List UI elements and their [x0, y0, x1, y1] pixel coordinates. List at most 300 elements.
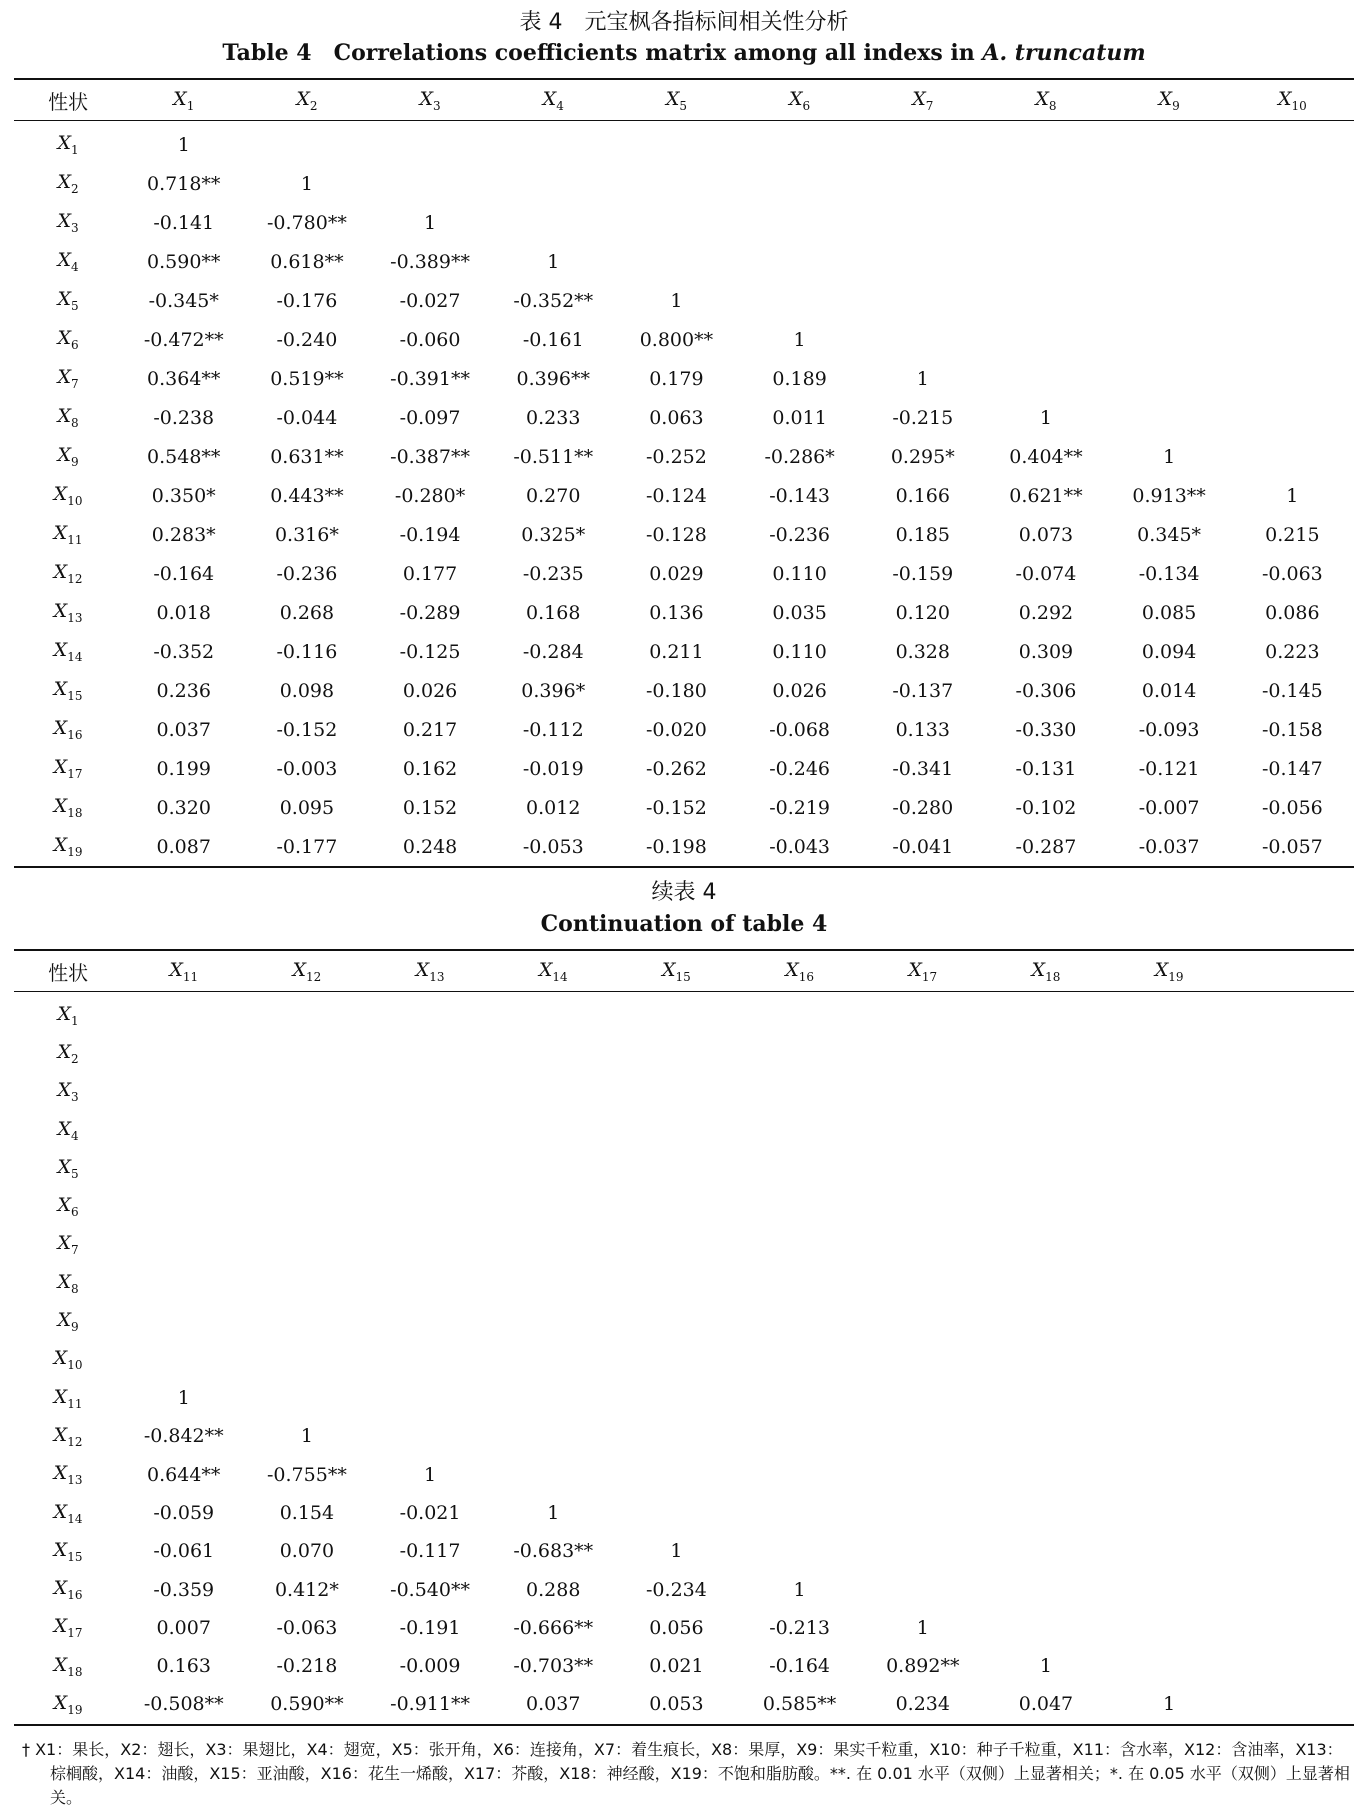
variable-subscript: 17: [67, 767, 83, 781]
correlation-cell: 0.095: [279, 796, 335, 819]
variable-symbol: X: [57, 249, 72, 271]
variable-subscript: 15: [67, 1549, 83, 1564]
correlation-cell: -0.391**: [390, 367, 470, 390]
variable-subscript: 17: [921, 969, 938, 984]
correlation-cell: 0.590**: [147, 250, 221, 273]
correlation-cell: 0.094: [1141, 640, 1197, 663]
variable-subscript: 2: [71, 182, 79, 196]
correlation-cell: 0.189: [772, 367, 827, 390]
correlation-cell: 0.063: [649, 406, 704, 429]
variable-subscript: 18: [67, 1664, 83, 1679]
correlation-cell: -0.121: [1138, 757, 1200, 780]
correlation-cell: 0.443**: [270, 484, 344, 507]
correlation-cell: -0.780**: [267, 211, 347, 234]
variable-subscript: 9: [71, 1320, 79, 1335]
correlation-cell: 0.011: [772, 406, 827, 429]
correlation-cell: -0.152: [646, 796, 707, 819]
correlation-cell: [1231, 164, 1354, 203]
correlation-cell: 1: [1163, 1693, 1176, 1716]
variable-symbol: X: [789, 87, 803, 110]
correlation-cell: 0.098: [279, 679, 335, 702]
correlation-cell: [245, 1111, 368, 1149]
variable-symbol: X: [53, 1691, 68, 1714]
correlation-cell: -0.061: [153, 1540, 215, 1563]
correlation-cell: -0.044: [276, 406, 338, 429]
variable-subscript: 12: [306, 969, 322, 984]
variable-symbol: X: [53, 639, 68, 661]
correlation-cell: [1231, 320, 1354, 359]
correlation-cell: [1231, 1609, 1354, 1647]
correlation-cell: [861, 242, 984, 281]
correlation-cell: [245, 1341, 368, 1379]
correlation-cell: [1231, 1685, 1354, 1724]
correlation-cell: -0.125: [399, 640, 461, 663]
correlation-cell: 0.892**: [886, 1655, 960, 1678]
correlation-cell: [738, 1379, 861, 1417]
row-label: [14, 1456, 122, 1494]
variable-symbol: X: [53, 600, 68, 622]
correlation-cell: [492, 1149, 615, 1187]
correlation-cell: [615, 1264, 738, 1302]
correlation-cell: 1: [1039, 1655, 1052, 1678]
correlation-cell: [245, 1073, 368, 1111]
correlation-cell: -0.330: [1015, 718, 1077, 741]
variable-symbol: X: [57, 1194, 72, 1217]
variable-symbol: X: [53, 1423, 68, 1446]
correlation-cell: 1: [1039, 406, 1052, 429]
variable-symbol: X: [662, 958, 676, 981]
correlation-cell: [492, 1187, 615, 1225]
table-row: [14, 1685, 1354, 1724]
correlation-cell: 0.085: [1141, 601, 1197, 624]
correlation-cell: [245, 1226, 368, 1264]
variable-subscript: 16: [67, 1588, 83, 1603]
correlation-cell: 0.631**: [270, 445, 344, 468]
document-page: [14, 0, 1354, 1810]
correlation-cell: [1108, 1264, 1231, 1302]
variable-symbol: X: [53, 717, 68, 739]
column-header: [738, 79, 861, 121]
variable-subscript: 18: [1045, 969, 1061, 984]
variable-subscript: 11: [67, 1396, 83, 1411]
column-header: [1108, 79, 1231, 121]
correlation-cell: [615, 1073, 738, 1111]
correlation-cell: -0.102: [1015, 796, 1077, 819]
table-title-chinese: 表 4 元宝枫各指标间相关性分析: [519, 10, 849, 35]
correlation-cell: 0.168: [526, 601, 581, 624]
correlation-cell: [369, 1226, 492, 1264]
column-header: [122, 950, 245, 992]
correlation-cell: [492, 1302, 615, 1340]
correlation-cell: -0.359: [153, 1578, 215, 1601]
variable-subscript: 6: [71, 1205, 79, 1220]
correlation-cell: [369, 992, 492, 1035]
correlation-cell: [1231, 1647, 1354, 1685]
variable-symbol: X: [53, 483, 68, 505]
variable-subscript: 17: [67, 1626, 83, 1641]
correlation-cell: [1231, 1187, 1354, 1225]
variable-symbol: X: [1277, 87, 1292, 110]
correlation-cell: 0.519**: [270, 367, 344, 390]
column-header: [861, 950, 984, 992]
correlation-cell: [738, 164, 861, 203]
row-label: [14, 1532, 122, 1570]
correlation-cell: [984, 1264, 1107, 1302]
row-label: [14, 1302, 122, 1340]
correlation-cell: 0.618**: [270, 250, 344, 273]
correlation-table-part1: [14, 78, 1354, 868]
correlation-cell: -0.063: [1261, 562, 1323, 585]
row-label: [14, 437, 122, 476]
correlation-cell: [738, 1149, 861, 1187]
correlation-cell: 0.035: [772, 601, 827, 624]
correlation-cell: [1231, 359, 1354, 398]
column-header: [122, 79, 245, 121]
row-label: [14, 1685, 122, 1724]
row-label: [14, 320, 122, 359]
correlation-cell: [1231, 1264, 1354, 1302]
correlation-cell: [1231, 1417, 1354, 1455]
correlation-cell: [492, 1379, 615, 1417]
variable-subscript: 6: [71, 338, 79, 352]
column-header: [492, 79, 615, 121]
row-label: [14, 593, 122, 632]
correlation-cell: 1: [300, 172, 313, 195]
continuation-title-english: Continuation of table 4: [540, 911, 828, 937]
correlation-cell: [1108, 242, 1231, 281]
correlation-cell: 1: [916, 1616, 929, 1639]
variable-symbol: X: [57, 1002, 72, 1025]
correlation-cell: [245, 1264, 368, 1302]
correlation-cell: [984, 1341, 1107, 1379]
correlation-cell: 0.215: [1265, 523, 1320, 546]
row-label: [14, 164, 122, 203]
correlation-cell: [1231, 121, 1354, 165]
variable-subscript: 7: [925, 98, 934, 113]
correlation-cell: -0.911**: [390, 1693, 470, 1716]
correlation-cell: [861, 1532, 984, 1570]
variable-subscript: 1: [71, 143, 79, 157]
variable-symbol: X: [53, 1385, 68, 1408]
correlation-cell: 1: [670, 289, 683, 312]
variable-subscript: 14: [552, 969, 568, 984]
variable-symbol: X: [538, 958, 553, 981]
correlation-cell: -0.236: [769, 523, 831, 546]
correlation-cell: 0.328: [895, 640, 950, 663]
correlation-cell: -0.053: [522, 835, 584, 858]
correlation-cell: 0.056: [649, 1616, 704, 1639]
correlation-cell: [1231, 1532, 1354, 1570]
variable-symbol: X: [1035, 87, 1049, 110]
correlation-cell: -0.345*: [148, 289, 219, 312]
row-label: [14, 788, 122, 827]
correlation-cell: 0.295*: [890, 445, 955, 468]
correlation-cell: 0.014: [1141, 679, 1197, 702]
row-label: [14, 1609, 122, 1647]
correlation-cell: 0.053: [649, 1693, 704, 1716]
correlation-cell: [122, 1073, 245, 1111]
correlation-cell: -0.280*: [394, 484, 466, 507]
correlation-cell: [738, 203, 861, 242]
variable-symbol: X: [1154, 958, 1169, 981]
correlation-cell: [861, 1302, 984, 1340]
row-label: [14, 1494, 122, 1532]
correlation-cell: 0.110: [772, 640, 827, 663]
correlation-cell: [245, 1302, 368, 1340]
variable-symbol: X: [57, 1309, 72, 1332]
correlation-cell: -0.116: [276, 640, 338, 663]
correlation-cell: [861, 1494, 984, 1532]
correlation-cell: [1108, 1187, 1231, 1225]
table-row: [14, 1226, 1354, 1264]
correlation-cell: 1: [793, 1578, 806, 1601]
correlation-cell: [1108, 1073, 1231, 1111]
correlation-cell: -0.289: [399, 601, 461, 624]
correlation-cell: [615, 164, 738, 203]
correlation-cell: 0.136: [649, 601, 704, 624]
correlation-cell: 1: [177, 1387, 190, 1410]
correlation-cell: 0.283*: [151, 523, 216, 546]
correlation-cell: -0.137: [892, 679, 954, 702]
correlation-cell: [369, 1034, 492, 1072]
correlation-cell: [861, 1226, 984, 1264]
correlation-cell: -0.059: [153, 1502, 215, 1524]
row-label: [14, 1073, 122, 1111]
correlation-cell: [615, 1456, 738, 1494]
correlation-cell: [984, 1417, 1107, 1455]
correlation-cell: 0.120: [895, 601, 950, 624]
correlation-cell: -0.019: [522, 757, 584, 780]
correlation-cell: -0.003: [276, 757, 338, 780]
row-label: [14, 121, 122, 165]
correlation-cell: 0.166: [895, 484, 950, 507]
correlation-cell: -0.252: [646, 445, 707, 468]
row-label: [14, 632, 122, 671]
correlation-cell: [1108, 1494, 1231, 1532]
column-header: [1231, 950, 1354, 992]
correlation-cell: [1108, 1111, 1231, 1149]
row-label: [14, 749, 122, 788]
correlation-cell: [245, 1149, 368, 1187]
variable-subscript: 3: [433, 98, 441, 113]
correlation-cell: 0.133: [895, 718, 950, 741]
correlation-cell: [615, 203, 738, 242]
correlation-cell: 0.070: [279, 1540, 335, 1563]
correlation-cell: [122, 1111, 245, 1149]
correlation-cell: -0.074: [1015, 562, 1077, 585]
variable-subscript: 9: [1172, 98, 1180, 113]
variable-subscript: 15: [67, 689, 83, 703]
correlation-cell: [615, 1226, 738, 1264]
variable-symbol: X: [53, 1577, 68, 1600]
correlation-cell: 1: [547, 250, 560, 273]
species-name: A. truncatum: [982, 40, 1146, 66]
correlation-cell: [861, 1341, 984, 1379]
correlation-cell: -0.057: [1261, 835, 1323, 858]
correlation-cell: [122, 992, 245, 1035]
correlation-cell: [615, 1379, 738, 1417]
correlation-cell: [245, 1034, 368, 1072]
variable-subscript: 4: [71, 1128, 79, 1143]
variable-subscript: 12: [67, 572, 83, 586]
correlation-cell: 0.248: [402, 835, 458, 858]
row-label: [14, 242, 122, 281]
correlation-cell: 0.345*: [1137, 523, 1202, 546]
correlation-cell: [122, 1034, 245, 1072]
variable-symbol: X: [57, 288, 72, 310]
correlation-cell: [615, 1417, 738, 1455]
correlation-cell: [1108, 1456, 1231, 1494]
table-row: [14, 1609, 1354, 1647]
correlation-cell: [369, 1073, 492, 1111]
table-row: [14, 1264, 1354, 1302]
row-label: [14, 1034, 122, 1072]
correlation-cell: [615, 1341, 738, 1379]
correlation-cell: [1231, 1302, 1354, 1340]
correlation-cell: [1231, 203, 1354, 242]
correlation-cell: -0.007: [1138, 796, 1200, 819]
correlation-cell: -0.161: [522, 328, 584, 351]
correlation-cell: 0.018: [156, 601, 211, 624]
variable-symbol: X: [292, 958, 307, 981]
correlation-cell: [984, 1111, 1107, 1149]
correlation-cell: 0.021: [649, 1655, 704, 1678]
correlation-cell: [984, 359, 1107, 398]
correlation-cell: 0.325*: [521, 523, 586, 546]
correlation-cell: [738, 1264, 861, 1302]
correlation-cell: [1231, 1226, 1354, 1264]
variable-subscript: 2: [71, 1051, 79, 1066]
correlation-cell: -0.540**: [390, 1578, 470, 1601]
correlation-table-part2: [14, 949, 1354, 1726]
row-label: [14, 671, 122, 710]
correlation-cell: [245, 121, 368, 165]
table-row: [14, 164, 1354, 203]
variable-symbol: X: [296, 87, 310, 110]
correlation-cell: 0.223: [1265, 640, 1320, 663]
correlation-cell: [861, 1570, 984, 1608]
correlation-cell: [861, 1073, 984, 1111]
correlation-cell: [615, 121, 738, 165]
correlation-cell: -0.093: [1138, 718, 1200, 741]
table-row: [14, 1494, 1354, 1532]
correlation-cell: -0.068: [769, 718, 831, 741]
correlation-cell: [984, 164, 1107, 203]
variable-subscript: 19: [1168, 969, 1184, 984]
correlation-cell: [738, 1532, 861, 1570]
correlation-cell: [245, 1187, 368, 1225]
row-label: [14, 1379, 122, 1417]
row-label: [14, 359, 122, 398]
correlation-cell: [1108, 1647, 1231, 1685]
variable-symbol: X: [57, 132, 72, 154]
correlation-cell: 0.199: [156, 757, 211, 780]
table-row: [14, 1302, 1354, 1340]
correlation-cell: [861, 320, 984, 359]
table-row: [14, 1341, 1354, 1379]
correlation-cell: [984, 203, 1107, 242]
correlation-cell: -0.683**: [513, 1540, 594, 1563]
correlation-cell: 1: [424, 1463, 437, 1486]
correlation-cell: -0.352**: [513, 289, 594, 312]
column-header: [738, 950, 861, 992]
variable-symbol: X: [57, 405, 72, 427]
variable-symbol: X: [57, 366, 72, 388]
correlation-cell: -0.060: [399, 328, 461, 351]
correlation-cell: 0.621**: [1009, 484, 1083, 507]
correlation-cell: 0.396*: [521, 679, 586, 702]
correlation-cell: 0.211: [649, 640, 704, 663]
variable-subscript: 5: [71, 299, 79, 313]
variable-symbol: X: [57, 171, 72, 193]
variable-subscript: 16: [798, 969, 814, 984]
correlation-cell: 0.110: [772, 562, 827, 585]
correlation-cell: [984, 121, 1107, 165]
correlation-cell: [1108, 281, 1231, 320]
correlation-cell: -0.158: [1261, 718, 1323, 741]
correlation-cell: -0.240: [276, 328, 338, 351]
correlation-cell: 0.087: [156, 835, 211, 858]
correlation-cell: [369, 1417, 492, 1455]
correlation-cell: -0.842**: [143, 1425, 224, 1448]
correlation-cell: -0.238: [153, 406, 215, 429]
correlation-cell: [984, 1149, 1107, 1187]
table-row: [14, 593, 1354, 632]
correlation-cell: [861, 1149, 984, 1187]
correlation-cell: [738, 1341, 861, 1379]
correlation-cell: -0.021: [399, 1502, 461, 1524]
correlation-cell: -0.152: [276, 718, 338, 741]
correlation-cell: [984, 320, 1107, 359]
correlation-cell: 0.270: [526, 484, 581, 507]
correlation-cell: 0.234: [895, 1693, 950, 1716]
variable-symbol: X: [53, 1615, 68, 1638]
correlation-cell: 1: [547, 1502, 560, 1524]
correlation-cell: [492, 1226, 615, 1264]
correlation-cell: [984, 1034, 1107, 1072]
correlation-cell: -0.306: [1015, 679, 1077, 702]
correlation-cell: [1108, 992, 1231, 1035]
variable-subscript: 11: [182, 969, 199, 984]
correlation-cell: -0.287: [1015, 835, 1077, 858]
correlation-cell: -0.284: [522, 640, 584, 663]
variable-subscript: 13: [67, 1473, 83, 1488]
row-label: [14, 1226, 122, 1264]
variable-symbol: X: [53, 756, 68, 778]
table-row: [14, 671, 1354, 710]
row-label: [14, 554, 122, 593]
table-title-english-text: Table 4 Correlations coefficients matrix among all indexs in: [222, 40, 983, 66]
correlation-cell: [984, 992, 1107, 1035]
correlation-cell: [369, 164, 492, 203]
correlation-cell: 0.162: [402, 757, 458, 780]
correlation-cell: -0.341: [892, 757, 954, 780]
correlation-cell: [615, 1494, 738, 1532]
table-body: [14, 992, 1354, 1725]
correlation-cell: [492, 1456, 615, 1494]
correlation-cell: [984, 1226, 1107, 1264]
table-header-row: [14, 950, 1354, 992]
correlation-cell: [1231, 1379, 1354, 1417]
trait-column-header: 性状: [14, 79, 122, 121]
correlation-cell: [738, 121, 861, 165]
correlation-cell: -0.215: [892, 406, 954, 429]
variable-symbol: X: [53, 678, 68, 700]
variable-symbol: X: [57, 327, 72, 349]
table-row: [14, 203, 1354, 242]
table-row: [14, 398, 1354, 437]
variable-subscript: 8: [1048, 98, 1057, 113]
